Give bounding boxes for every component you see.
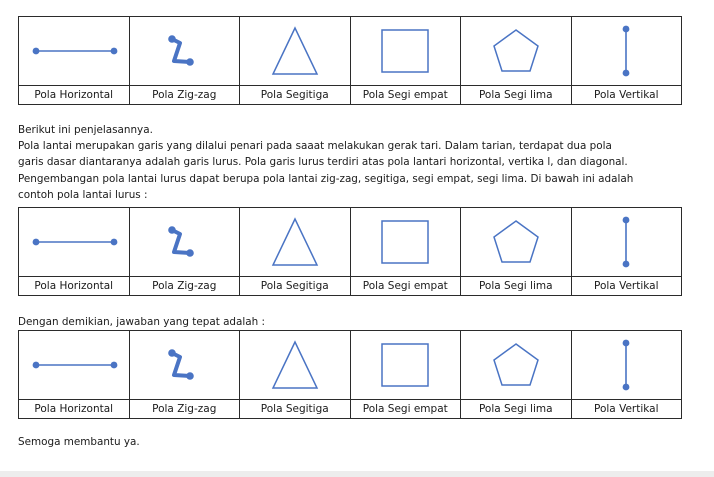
square-cell [350,17,461,86]
zigzag-icon [162,343,206,387]
pattern-label: Pola Horizontal [19,277,130,296]
vertical-line-cell [571,208,682,277]
pattern-label: Pola Segitiga [240,86,351,105]
triangle-cell [240,208,351,277]
pattern-label: Pola Horizontal [19,86,130,105]
zigzag-cell [129,208,240,277]
zigzag-cell [129,17,240,86]
triangle-icon [265,215,325,269]
vertical-line-icon [616,337,636,393]
closing-text: Semoga membantu ya. [18,436,140,448]
vertical-line-icon [616,214,636,270]
horizontal-line-cell [19,208,130,277]
pentagon-cell [461,208,572,277]
pentagon-icon [487,340,545,390]
explanation-paragraph [18,122,698,203]
pattern-label: Pola Vertikal [571,277,682,296]
triangle-icon [265,338,325,392]
vertical-line-cell [571,331,682,400]
pattern-label: Pola Segi lima [461,277,572,296]
pattern-label: Pola Segi lima [461,86,572,105]
pattern-table-3 [18,330,682,419]
pattern-label: Pola Vertikal [571,400,682,419]
paragraph-line: contoh pola lantai lurus : [18,188,148,201]
pentagon-cell [461,331,572,400]
zigzag-cell [129,331,240,400]
pentagon-icon [487,26,545,76]
conclusion-text: Dengan demikian, jawaban yang tepat adalah : [18,316,266,328]
square-cell [350,331,461,400]
square-cell [350,208,461,277]
pattern-label: Pola Zig-zag [129,400,240,419]
pattern-label: Pola Segi empat [350,277,461,296]
bottom-divider [0,471,714,477]
paragraph-line: Pengembangan pola lantai lurus dapat berupa pola lantai zig-zag, segitiga, segi empat, segi lima. Di bawah ini adalah [18,172,634,185]
pattern-label: Pola Zig-zag [129,277,240,296]
pattern-table-2 [18,207,682,296]
zigzag-icon [162,220,206,264]
triangle-cell [240,17,351,86]
vertical-line-cell [571,17,682,86]
paragraph-line: Pola lantai merupakan garis yang dilalui penari pada saaat melakukan gerak tari. Dalam tarian, terdapat dua pola [18,140,612,153]
vertical-line-icon [616,23,636,79]
square-icon [377,340,433,390]
horizontal-line-icon [24,232,124,252]
horizontal-line-icon [24,355,124,375]
pattern-label: Pola Segi empat [350,400,461,419]
horizontal-line-icon [24,41,124,61]
horizontal-line-cell [19,331,130,400]
square-icon [377,217,433,267]
pattern-label: Pola Segi empat [350,86,461,105]
triangle-cell [240,331,351,400]
pattern-label: Pola Segitiga [240,400,351,419]
pattern-label: Pola Segi lima [461,400,572,419]
pattern-label: Pola Horizontal [19,400,130,419]
pattern-label: Pola Vertikal [571,86,682,105]
paragraph-line: Berikut ini penjelasannya. [18,124,153,136]
pattern-table-1 [18,16,682,105]
pattern-label: Pola Segitiga [240,277,351,296]
paragraph-line: garis dasar diantaranya adalah garis lurus. Pola garis lurus terdiri atas pola lantari horizontal, vertika l, dan diagonal. [18,156,628,169]
pattern-label: Pola Zig-zag [129,86,240,105]
triangle-icon [265,24,325,78]
pentagon-icon [487,217,545,267]
square-icon [377,26,433,76]
zigzag-icon [162,29,206,73]
pentagon-cell [461,17,572,86]
horizontal-line-cell [19,17,130,86]
